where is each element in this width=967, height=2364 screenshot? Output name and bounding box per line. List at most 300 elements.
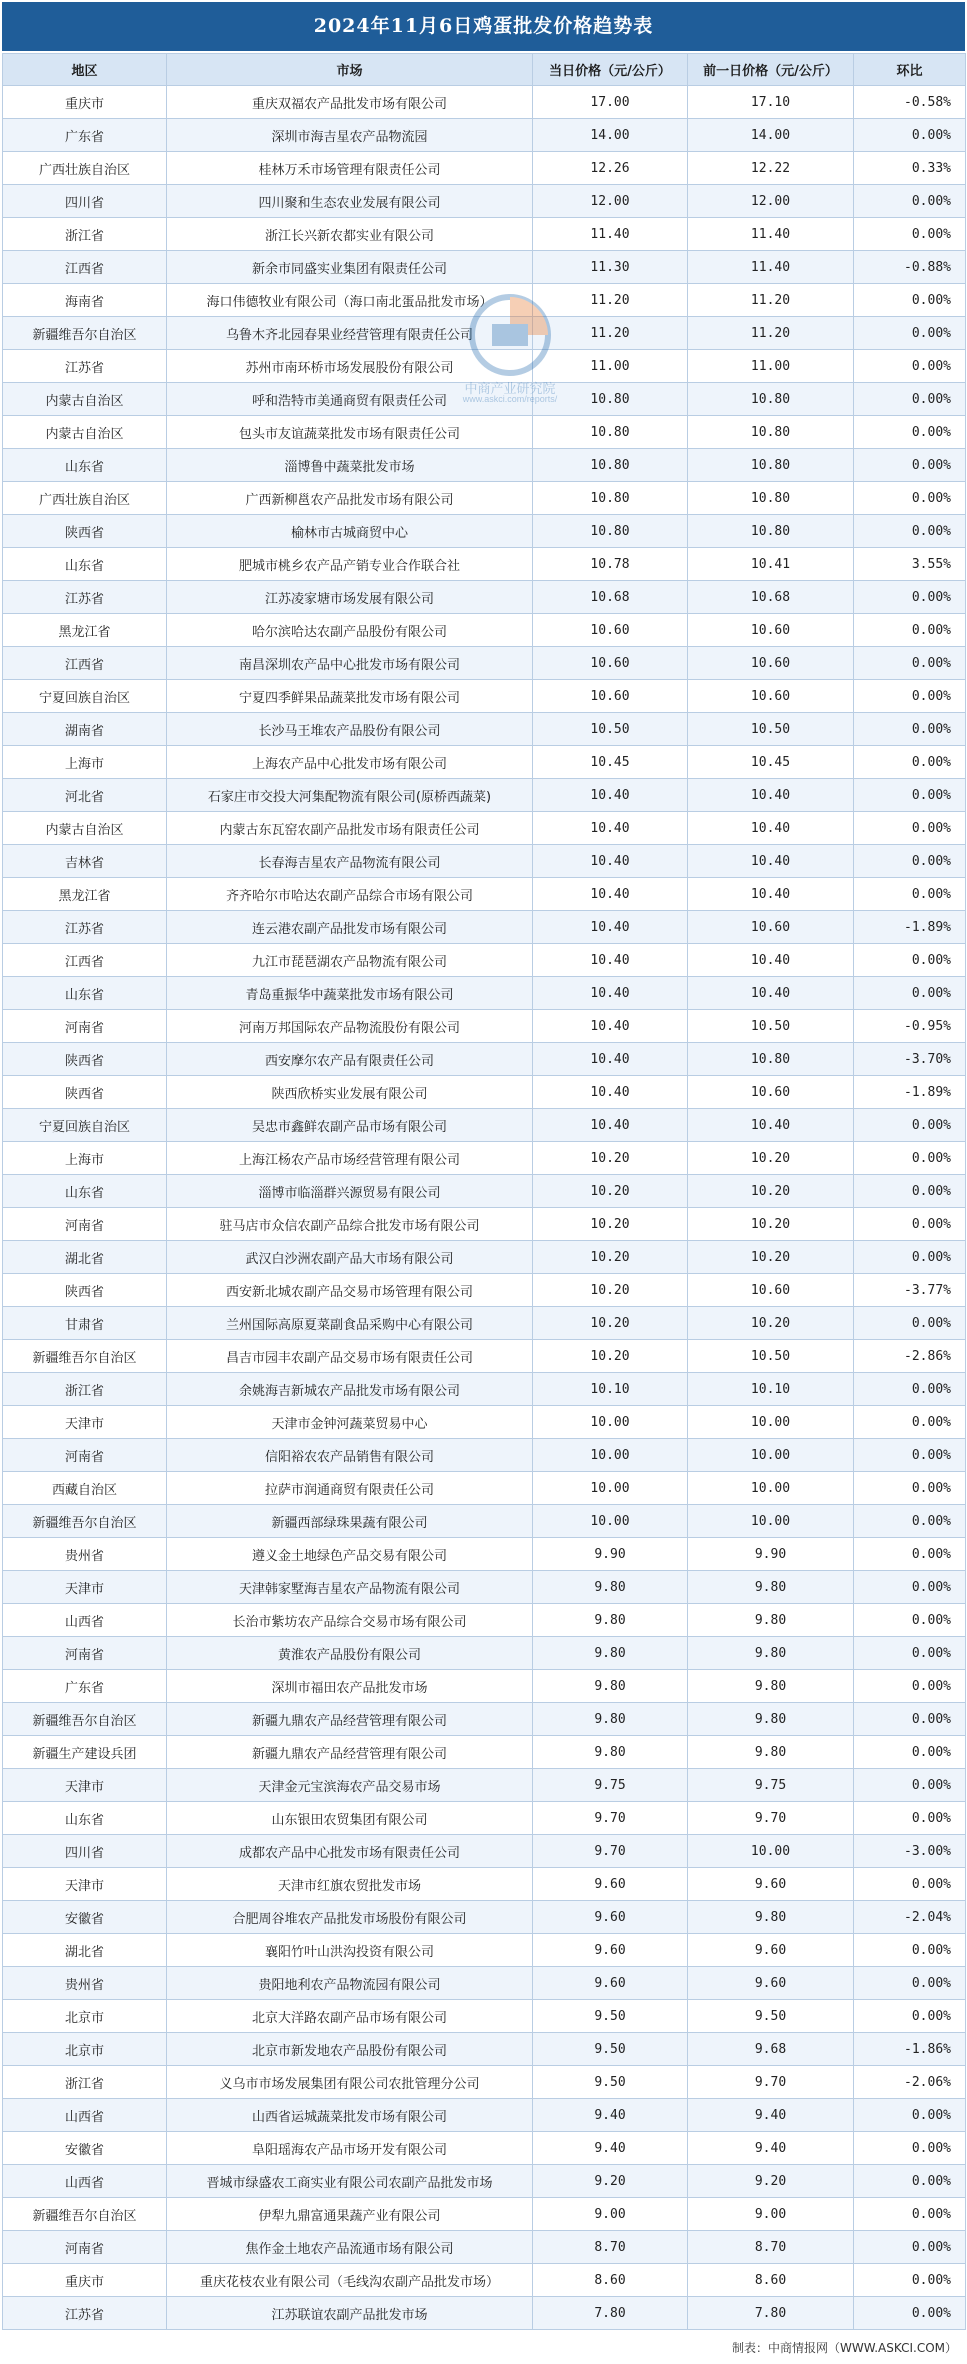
table-row xyxy=(3,1769,966,1802)
prev-price-cell: 9.60 xyxy=(688,1934,854,1967)
prev-price-cell: 9.68 xyxy=(688,2033,854,2066)
market-cell: 苏州市南环桥市场发展股份有限公司 xyxy=(167,350,533,383)
table-row xyxy=(3,2066,966,2099)
change-cell: 0.00% xyxy=(854,1109,966,1142)
today-price-cell: 10.60 xyxy=(533,614,688,647)
market-cell: 海口伟德牧业有限公司（海口南北蛋品批发市场） xyxy=(167,284,533,317)
region-cell: 陕西省 xyxy=(3,515,167,548)
table-row xyxy=(3,2297,966,2330)
change-cell: 0.00% xyxy=(854,1439,966,1472)
prev-price-cell: 10.45 xyxy=(688,746,854,779)
change-cell: -1.89% xyxy=(854,1076,966,1109)
table-row xyxy=(3,614,966,647)
region-cell: 山东省 xyxy=(3,449,167,482)
market-cell: 重庆花枝农业有限公司（毛线沟农副产品批发市场） xyxy=(167,2264,533,2297)
today-price-cell: 10.80 xyxy=(533,482,688,515)
header-change: 环比 xyxy=(854,54,966,86)
today-price-cell: 10.20 xyxy=(533,1274,688,1307)
change-cell: 0.00% xyxy=(854,2132,966,2165)
region-cell: 重庆市 xyxy=(3,2264,167,2297)
watermark-name: 中商产业研究院 xyxy=(464,381,556,396)
market-cell: 伊犁九鼎富通果蔬产业有限公司 xyxy=(167,2198,533,2231)
today-price-cell: 12.26 xyxy=(533,152,688,185)
prev-price-cell: 11.20 xyxy=(688,317,854,350)
market-cell: 兰州国际高原夏菜副食品采购中心有限公司 xyxy=(167,1307,533,1340)
prev-price-cell: 10.41 xyxy=(688,548,854,581)
today-price-cell: 9.70 xyxy=(533,1835,688,1868)
table-row xyxy=(3,1868,966,1901)
change-cell: -2.86% xyxy=(854,1340,966,1373)
market-cell: 青岛重振华中蔬菜批发市场有限公司 xyxy=(167,977,533,1010)
today-price-cell: 9.60 xyxy=(533,1868,688,1901)
table-row xyxy=(3,416,966,449)
change-cell: 0.00% xyxy=(854,1175,966,1208)
market-cell: 天津市红旗农贸批发市场 xyxy=(167,1868,533,1901)
today-price-cell: 10.00 xyxy=(533,1472,688,1505)
market-cell: 肥城市桃乡农产品产销专业合作联合社 xyxy=(167,548,533,581)
table-row xyxy=(3,1835,966,1868)
market-cell: 连云港农副产品批发市场有限公司 xyxy=(167,911,533,944)
change-cell: 0.00% xyxy=(854,614,966,647)
prev-price-cell: 10.80 xyxy=(688,449,854,482)
region-cell: 天津市 xyxy=(3,1868,167,1901)
region-cell: 山西省 xyxy=(3,2099,167,2132)
change-cell: 0.00% xyxy=(854,2165,966,2198)
table-row xyxy=(3,2198,966,2231)
today-price-cell: 10.50 xyxy=(533,713,688,746)
change-cell: 0.00% xyxy=(854,317,966,350)
region-cell: 山西省 xyxy=(3,1604,167,1637)
region-cell: 黑龙江省 xyxy=(3,614,167,647)
prev-price-cell: 14.00 xyxy=(688,119,854,152)
market-cell: 余姚海吉新城农产品批发市场有限公司 xyxy=(167,1373,533,1406)
region-cell: 安徽省 xyxy=(3,2132,167,2165)
change-cell: 0.00% xyxy=(854,2099,966,2132)
prev-price-cell: 11.00 xyxy=(688,350,854,383)
region-cell: 江西省 xyxy=(3,944,167,977)
change-cell: 0.00% xyxy=(854,1142,966,1175)
prev-price-cell: 9.70 xyxy=(688,1802,854,1835)
table-row xyxy=(3,1142,966,1175)
region-cell: 宁夏回族自治区 xyxy=(3,1109,167,1142)
table-row xyxy=(3,812,966,845)
today-price-cell: 17.00 xyxy=(533,86,688,119)
today-price-cell: 10.45 xyxy=(533,746,688,779)
region-cell: 河北省 xyxy=(3,779,167,812)
change-cell: 0.00% xyxy=(854,119,966,152)
region-cell: 江苏省 xyxy=(3,2297,167,2330)
change-cell: 0.00% xyxy=(854,977,966,1010)
watermark-emblem-icon xyxy=(440,290,580,380)
today-price-cell: 10.80 xyxy=(533,416,688,449)
table-row xyxy=(3,845,966,878)
market-cell: 呼和浩特市美通商贸有限责任公司 xyxy=(167,383,533,416)
table-row xyxy=(3,218,966,251)
market-cell: 江苏凌家塘市场发展有限公司 xyxy=(167,581,533,614)
region-cell: 内蒙古自治区 xyxy=(3,812,167,845)
today-price-cell: 10.40 xyxy=(533,878,688,911)
market-cell: 焦作金土地农产品流通市场有限公司 xyxy=(167,2231,533,2264)
today-price-cell: 9.80 xyxy=(533,1571,688,1604)
today-price-cell: 10.20 xyxy=(533,1175,688,1208)
prev-price-cell: 11.40 xyxy=(688,218,854,251)
market-cell: 淄博市临淄群兴源贸易有限公司 xyxy=(167,1175,533,1208)
today-price-cell: 9.20 xyxy=(533,2165,688,2198)
market-cell: 驻马店市众信农副产品综合批发市场有限公司 xyxy=(167,1208,533,1241)
change-cell: 0.00% xyxy=(854,647,966,680)
today-price-cell: 9.80 xyxy=(533,1637,688,1670)
table-row xyxy=(3,515,966,548)
table-row xyxy=(3,1604,966,1637)
prev-price-cell: 10.60 xyxy=(688,680,854,713)
table-row xyxy=(3,1637,966,1670)
prev-price-cell: 10.20 xyxy=(688,1241,854,1274)
prev-price-cell: 10.20 xyxy=(688,1208,854,1241)
prev-price-cell: 9.80 xyxy=(688,1604,854,1637)
change-cell: 0.00% xyxy=(854,1934,966,1967)
prev-price-cell: 9.90 xyxy=(688,1538,854,1571)
region-cell: 江西省 xyxy=(3,647,167,680)
region-cell: 安徽省 xyxy=(3,1901,167,1934)
today-price-cell: 9.80 xyxy=(533,1703,688,1736)
prev-price-cell: 10.40 xyxy=(688,812,854,845)
footer-source: 制表：中商情报网（WWW.ASKCI.COM） xyxy=(732,2341,957,2355)
change-cell: 0.33% xyxy=(854,152,966,185)
prev-price-cell: 11.20 xyxy=(688,284,854,317)
prev-price-cell: 9.80 xyxy=(688,1901,854,1934)
header-region: 地区 xyxy=(3,54,167,86)
table-row xyxy=(3,482,966,515)
today-price-cell: 10.80 xyxy=(533,449,688,482)
prev-price-cell: 10.80 xyxy=(688,383,854,416)
region-cell: 陕西省 xyxy=(3,1043,167,1076)
market-cell: 江苏联谊农副产品批发市场 xyxy=(167,2297,533,2330)
region-cell: 湖南省 xyxy=(3,713,167,746)
market-cell: 昌吉市园丰农副产品交易市场有限责任公司 xyxy=(167,1340,533,1373)
prev-price-cell: 9.60 xyxy=(688,1868,854,1901)
market-cell: 内蒙古东瓦窑农副产品批发市场有限责任公司 xyxy=(167,812,533,845)
region-cell: 山东省 xyxy=(3,977,167,1010)
market-cell: 新疆九鼎农产品经营管理有限公司 xyxy=(167,1703,533,1736)
region-cell: 山东省 xyxy=(3,1175,167,1208)
today-price-cell: 12.00 xyxy=(533,185,688,218)
region-cell: 河南省 xyxy=(3,2231,167,2264)
table-row xyxy=(3,1307,966,1340)
prev-price-cell: 10.20 xyxy=(688,1307,854,1340)
market-cell: 榆林市古城商贸中心 xyxy=(167,515,533,548)
today-price-cell: 10.40 xyxy=(533,779,688,812)
table-row xyxy=(3,185,966,218)
today-price-cell: 10.40 xyxy=(533,1109,688,1142)
prev-price-cell: 9.00 xyxy=(688,2198,854,2231)
market-cell: 长治市紫坊农产品综合交易市场有限公司 xyxy=(167,1604,533,1637)
change-cell: 0.00% xyxy=(854,218,966,251)
change-cell: 0.00% xyxy=(854,1571,966,1604)
table-row xyxy=(3,2165,966,2198)
today-price-cell: 10.40 xyxy=(533,1043,688,1076)
change-cell: 0.00% xyxy=(854,1604,966,1637)
region-cell: 山西省 xyxy=(3,2165,167,2198)
region-cell: 湖北省 xyxy=(3,1934,167,1967)
change-cell: 0.00% xyxy=(854,2264,966,2297)
change-cell: 0.00% xyxy=(854,2297,966,2330)
table-row xyxy=(3,1340,966,1373)
table-row xyxy=(3,1670,966,1703)
change-cell: 0.00% xyxy=(854,383,966,416)
region-cell: 内蒙古自治区 xyxy=(3,383,167,416)
change-cell: 0.00% xyxy=(854,1472,966,1505)
change-cell: -0.58% xyxy=(854,86,966,119)
table-row xyxy=(3,251,966,284)
prev-price-cell: 10.50 xyxy=(688,1340,854,1373)
table-row xyxy=(3,1538,966,1571)
prev-price-cell: 9.80 xyxy=(688,1670,854,1703)
change-cell: 0.00% xyxy=(854,878,966,911)
region-cell: 四川省 xyxy=(3,1835,167,1868)
prev-price-cell: 8.60 xyxy=(688,2264,854,2297)
region-cell: 新疆维吾尔自治区 xyxy=(3,2198,167,2231)
table-row xyxy=(3,878,966,911)
region-cell: 新疆维吾尔自治区 xyxy=(3,1703,167,1736)
region-cell: 四川省 xyxy=(3,185,167,218)
change-cell: -3.00% xyxy=(854,1835,966,1868)
change-cell: 0.00% xyxy=(854,845,966,878)
market-cell: 黄淮农产品股份有限公司 xyxy=(167,1637,533,1670)
watermark-url: www.askci.com/reports/ xyxy=(462,394,558,404)
today-price-cell: 10.20 xyxy=(533,1241,688,1274)
today-price-cell: 10.40 xyxy=(533,977,688,1010)
change-cell: 0.00% xyxy=(854,1637,966,1670)
table-row xyxy=(3,2132,966,2165)
table-row xyxy=(3,1472,966,1505)
region-cell: 吉林省 xyxy=(3,845,167,878)
table-row xyxy=(3,1505,966,1538)
table-row xyxy=(3,1076,966,1109)
watermark-logo xyxy=(440,290,580,410)
table-row xyxy=(3,779,966,812)
table-row xyxy=(3,944,966,977)
market-cell: 九江市琵琶湖农产品物流有限公司 xyxy=(167,944,533,977)
prev-price-cell: 10.10 xyxy=(688,1373,854,1406)
prev-price-cell: 10.40 xyxy=(688,878,854,911)
prev-price-cell: 10.60 xyxy=(688,911,854,944)
region-cell: 新疆生产建设兵团 xyxy=(3,1736,167,1769)
today-price-cell: 10.20 xyxy=(533,1208,688,1241)
region-cell: 宁夏回族自治区 xyxy=(3,680,167,713)
market-cell: 淄博鲁中蔬菜批发市场 xyxy=(167,449,533,482)
change-cell: 0.00% xyxy=(854,185,966,218)
today-price-cell: 11.00 xyxy=(533,350,688,383)
region-cell: 新疆维吾尔自治区 xyxy=(3,1340,167,1373)
region-cell: 江苏省 xyxy=(3,350,167,383)
prev-price-cell: 9.80 xyxy=(688,1703,854,1736)
table-row xyxy=(3,581,966,614)
market-cell: 西安摩尔农产品有限责任公司 xyxy=(167,1043,533,1076)
market-cell: 北京大洋路农副产品市场有限公司 xyxy=(167,2000,533,2033)
prev-price-cell: 10.40 xyxy=(688,779,854,812)
today-price-cell: 11.40 xyxy=(533,218,688,251)
table-row xyxy=(3,2264,966,2297)
change-cell: 0.00% xyxy=(854,515,966,548)
region-cell: 天津市 xyxy=(3,1769,167,1802)
prev-price-cell: 10.68 xyxy=(688,581,854,614)
today-price-cell: 9.80 xyxy=(533,1670,688,1703)
region-cell: 广东省 xyxy=(3,119,167,152)
region-cell: 海南省 xyxy=(3,284,167,317)
market-cell: 合肥周谷堆农产品批发市场股份有限公司 xyxy=(167,1901,533,1934)
table-row xyxy=(3,1901,966,1934)
header-prev-price: 前一日价格（元/公斤） xyxy=(688,54,854,86)
change-cell: 0.00% xyxy=(854,1208,966,1241)
market-cell: 遵义金土地绿色产品交易有限公司 xyxy=(167,1538,533,1571)
region-cell: 贵州省 xyxy=(3,1967,167,2000)
market-cell: 新余市同盛实业集团有限责任公司 xyxy=(167,251,533,284)
today-price-cell: 11.20 xyxy=(533,317,688,350)
today-price-cell: 10.10 xyxy=(533,1373,688,1406)
market-cell: 河南万邦国际农产品物流股份有限公司 xyxy=(167,1010,533,1043)
region-cell: 新疆维吾尔自治区 xyxy=(3,1505,167,1538)
prev-price-cell: 9.50 xyxy=(688,2000,854,2033)
today-price-cell: 11.30 xyxy=(533,251,688,284)
today-price-cell: 8.70 xyxy=(533,2231,688,2264)
change-cell: 0.00% xyxy=(854,1802,966,1835)
prev-price-cell: 10.00 xyxy=(688,1406,854,1439)
table-row xyxy=(3,1109,966,1142)
today-price-cell: 9.75 xyxy=(533,1769,688,1802)
region-cell: 山东省 xyxy=(3,548,167,581)
table-row xyxy=(3,1736,966,1769)
table-row xyxy=(3,2033,966,2066)
prev-price-cell: 9.40 xyxy=(688,2132,854,2165)
today-price-cell: 7.80 xyxy=(533,2297,688,2330)
region-cell: 北京市 xyxy=(3,2000,167,2033)
prev-price-cell: 9.80 xyxy=(688,1571,854,1604)
today-price-cell: 9.90 xyxy=(533,1538,688,1571)
today-price-cell: 9.50 xyxy=(533,2066,688,2099)
change-cell: 0.00% xyxy=(854,713,966,746)
today-price-cell: 9.50 xyxy=(533,2000,688,2033)
market-cell: 上海农产品中心批发市场有限公司 xyxy=(167,746,533,779)
today-price-cell: 10.80 xyxy=(533,383,688,416)
table-row xyxy=(3,1934,966,1967)
region-cell: 陕西省 xyxy=(3,1076,167,1109)
market-cell: 长春海吉星农产品物流有限公司 xyxy=(167,845,533,878)
change-cell: -0.88% xyxy=(854,251,966,284)
market-cell: 襄阳竹叶山洪沟投资有限公司 xyxy=(167,1934,533,1967)
change-cell: -2.04% xyxy=(854,1901,966,1934)
market-cell: 西安新北城农副产品交易市场管理有限公司 xyxy=(167,1274,533,1307)
change-cell: 0.00% xyxy=(854,284,966,317)
region-cell: 黑龙江省 xyxy=(3,878,167,911)
market-cell: 宁夏四季鲜果品蔬菜批发市场有限公司 xyxy=(167,680,533,713)
change-cell: 0.00% xyxy=(854,1967,966,2000)
market-cell: 武汉白沙洲农副产品大市场有限公司 xyxy=(167,1241,533,1274)
market-cell: 信阳裕农农产品销售有限公司 xyxy=(167,1439,533,1472)
market-cell: 长沙马王堆农产品股份有限公司 xyxy=(167,713,533,746)
table-body xyxy=(3,86,966,2330)
change-cell: 0.00% xyxy=(854,416,966,449)
today-price-cell: 10.40 xyxy=(533,845,688,878)
prev-price-cell: 10.40 xyxy=(688,977,854,1010)
today-price-cell: 9.40 xyxy=(533,2099,688,2132)
change-cell: 0.00% xyxy=(854,1307,966,1340)
region-cell: 广东省 xyxy=(3,1670,167,1703)
today-price-cell: 10.00 xyxy=(533,1439,688,1472)
today-price-cell: 11.20 xyxy=(533,284,688,317)
market-cell: 天津金元宝滨海农产品交易市场 xyxy=(167,1769,533,1802)
change-cell: 0.00% xyxy=(854,1736,966,1769)
region-cell: 河南省 xyxy=(3,1208,167,1241)
prev-price-cell: 10.20 xyxy=(688,1175,854,1208)
change-cell: 0.00% xyxy=(854,581,966,614)
region-cell: 浙江省 xyxy=(3,218,167,251)
region-cell: 河南省 xyxy=(3,1439,167,1472)
table-row xyxy=(3,2000,966,2033)
prev-price-cell: 10.60 xyxy=(688,1076,854,1109)
market-cell: 天津韩家墅海吉星农产品物流有限公司 xyxy=(167,1571,533,1604)
table-row xyxy=(3,2231,966,2264)
market-cell: 新疆九鼎农产品经营管理有限公司 xyxy=(167,1736,533,1769)
region-cell: 河南省 xyxy=(3,1637,167,1670)
prev-price-cell: 10.80 xyxy=(688,482,854,515)
table-row xyxy=(3,1175,966,1208)
region-cell: 浙江省 xyxy=(3,2066,167,2099)
change-cell: 0.00% xyxy=(854,1241,966,1274)
table-row xyxy=(3,746,966,779)
prev-price-cell: 9.20 xyxy=(688,2165,854,2198)
today-price-cell: 14.00 xyxy=(533,119,688,152)
today-price-cell: 9.50 xyxy=(533,2033,688,2066)
region-cell: 天津市 xyxy=(3,1571,167,1604)
change-cell: -2.06% xyxy=(854,2066,966,2099)
change-cell: 0.00% xyxy=(854,449,966,482)
today-price-cell: 10.60 xyxy=(533,680,688,713)
table-row xyxy=(3,1373,966,1406)
table-row xyxy=(3,1208,966,1241)
change-cell: -0.95% xyxy=(854,1010,966,1043)
today-price-cell: 9.60 xyxy=(533,1934,688,1967)
prev-price-cell: 10.40 xyxy=(688,944,854,977)
change-cell: -1.86% xyxy=(854,2033,966,2066)
prev-price-cell: 10.50 xyxy=(688,713,854,746)
today-price-cell: 10.40 xyxy=(533,944,688,977)
table-row xyxy=(3,1571,966,1604)
region-cell: 上海市 xyxy=(3,1142,167,1175)
today-price-cell: 9.80 xyxy=(533,1736,688,1769)
market-cell: 晋城市绿盛农工商实业有限公司农副产品批发市场 xyxy=(167,2165,533,2198)
today-price-cell: 10.40 xyxy=(533,1010,688,1043)
table-row xyxy=(3,1967,966,2000)
change-cell: 0.00% xyxy=(854,2198,966,2231)
table-row xyxy=(3,647,966,680)
today-price-cell: 8.60 xyxy=(533,2264,688,2297)
market-cell: 齐齐哈尔市哈达农副产品综合市场有限公司 xyxy=(167,878,533,911)
market-cell: 乌鲁木齐北园春果业经营管理有限责任公司 xyxy=(167,317,533,350)
prev-price-cell: 10.40 xyxy=(688,845,854,878)
change-cell: -1.89% xyxy=(854,911,966,944)
change-cell: 0.00% xyxy=(854,1769,966,1802)
prev-price-cell: 8.70 xyxy=(688,2231,854,2264)
change-cell: -3.70% xyxy=(854,1043,966,1076)
market-cell: 桂林万禾市场管理有限责任公司 xyxy=(167,152,533,185)
market-cell: 新疆西部绿珠果蔬有限公司 xyxy=(167,1505,533,1538)
change-cell: 0.00% xyxy=(854,1505,966,1538)
today-price-cell: 10.68 xyxy=(533,581,688,614)
prev-price-cell: 10.80 xyxy=(688,1043,854,1076)
table-row xyxy=(3,86,966,119)
table-row xyxy=(3,1439,966,1472)
region-cell: 广西壮族自治区 xyxy=(3,482,167,515)
